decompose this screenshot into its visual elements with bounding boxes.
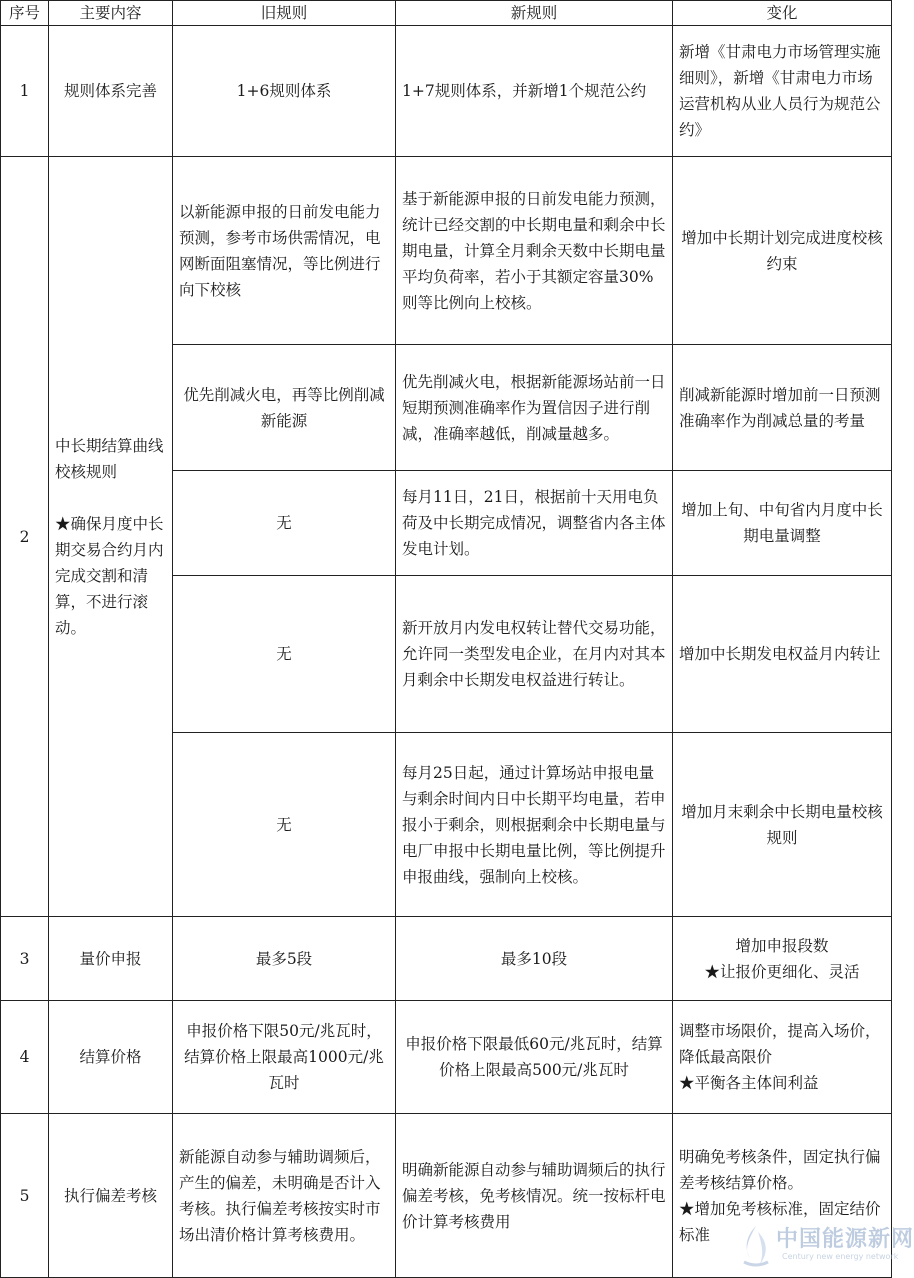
table-row <box>1 1001 892 1114</box>
table-row <box>1 157 892 345</box>
row-number: 1 <box>1 26 49 157</box>
header-old-rule: 旧规则 <box>173 1 396 26</box>
new-rule-cell: 1+7规则体系，并新增1个规范公约 <box>396 26 673 157</box>
row-content <box>49 157 173 917</box>
header-no: 序号 <box>1 1 49 26</box>
header-new-rule: 新规则 <box>396 1 673 26</box>
new-rule-cell: 申报价格下限最低60元/兆瓦时，结算价格上限最高500元/兆瓦时 <box>396 1001 673 1114</box>
old-rule-cell: 无 <box>173 576 396 733</box>
change-cell <box>673 1114 892 1278</box>
change-cell: 增加中长期计划完成进度校核约束 <box>673 157 892 345</box>
change-cell: 新增《甘肃电力市场管理实施细则》，新增《甘肃电力市场运营机构从业人员行为规范公约》 <box>673 26 892 157</box>
change-text: 调整市场限价，提高入场价，降低最高限价 <box>679 1022 881 1066</box>
table-row <box>1 26 892 157</box>
change-cell <box>673 1001 892 1114</box>
new-rule-cell: 基于新能源申报的日前发电能力预测，统计已经交割的中长期电量和剩余中长期电量，计算全月剩余天数中长期电量平均负荷率，若小于其额定容量30%则等比例向上校核。 <box>396 157 673 345</box>
new-rule-cell: 每月25日起，通过计算场站申报电量与剩余时间内日中长期平均电量，若申报小于剩余，则根据剩余中长期电量与电厂申报中长期电量比例，等比例提升申报曲线，强制向上校核。 <box>396 733 673 917</box>
old-rule-cell: 最多5段 <box>173 917 396 1001</box>
old-rule-cell: 申报价格下限50元/兆瓦时，结算价格上限最高1000元/兆瓦时 <box>173 1001 396 1114</box>
change-text: 明确免考核条件，固定执行偏差考核结算价格。 <box>679 1147 881 1192</box>
row-content: 结算价格 <box>49 1001 173 1114</box>
watermark-title: 中国能源新网 <box>776 1227 914 1252</box>
change-cell: 削减新能源时增加前一日预测准确率作为削减总量的考量 <box>673 345 892 471</box>
old-rule-cell: 1+6规则体系 <box>173 26 396 157</box>
row-number: 4 <box>1 1001 49 1114</box>
change-note: ★平衡各主体间利益 <box>679 1074 819 1092</box>
old-rule-cell: 以新能源申报的日前发电能力预测，参考市场供需情况，电网断面阻塞情况，等比例进行向下校核 <box>173 157 396 345</box>
new-rule-cell: 最多10段 <box>396 917 673 1001</box>
row-content-title: 中长期结算曲线校核规则 <box>55 436 164 481</box>
watermark-subtitle: Century new energy network <box>782 1252 899 1261</box>
change-cell: 增加月末剩余中长期电量校核规则 <box>673 733 892 917</box>
row-content-note: ★确保月度中长期交易合约月内完成交割和清算，不进行滚动。 <box>55 514 164 637</box>
change-text: 增加申报段数 <box>735 936 829 955</box>
row-number: 5 <box>1 1114 49 1278</box>
header-content: 主要内容 <box>49 1 173 26</box>
old-rule-cell: 新能源自动参与辅助调频后，产生的偏差，未明确是否计入考核。执行偏差考核按实时市场出清价格计算考核费用。 <box>173 1114 396 1278</box>
row-content: 量价申报 <box>49 917 173 1001</box>
row-content: 执行偏差考核 <box>49 1114 173 1278</box>
change-cell: 增加上旬、中旬省内月度中长期电量调整 <box>673 471 892 576</box>
table-row <box>1 917 892 1001</box>
new-rule-cell: 新开放月内发电权转让替代交易功能，允许同一类型发电企业，在月内对其本月剩余中长期发电权益进行转让。 <box>396 576 673 733</box>
table-row <box>1 1114 892 1278</box>
old-rule-cell: 优先削减火电，再等比例削减新能源 <box>173 345 396 471</box>
new-rule-cell: 每月11日，21日，根据前十天用电负荷及中长期完成情况，调整省内各主体发电计划。 <box>396 471 673 576</box>
new-rule-cell: 明确新能源自动参与辅助调频后的执行偏差考核，免考核情况。统一按标杆电价计算考核费用 <box>396 1114 673 1278</box>
change-note: ★增加免考核标准，固定结价标准 <box>679 1199 881 1244</box>
header-change: 变化 <box>673 1 892 26</box>
row-number: 3 <box>1 917 49 1001</box>
change-cell: 增加中长期发电权益月内转让 <box>673 576 892 733</box>
old-rule-cell: 无 <box>173 733 396 917</box>
row-content: 规则体系完善 <box>49 26 173 157</box>
change-cell <box>673 917 892 1001</box>
new-rule-cell: 优先削减火电，根据新能源场站前一日短期预测准确率作为置信因子进行削减，准确率越低，削减量越多。 <box>396 345 673 471</box>
row-number: 2 <box>1 157 49 917</box>
old-rule-cell: 无 <box>173 471 396 576</box>
change-note: ★让报价更细化、灵活 <box>704 962 860 981</box>
header-row <box>1 1 892 26</box>
